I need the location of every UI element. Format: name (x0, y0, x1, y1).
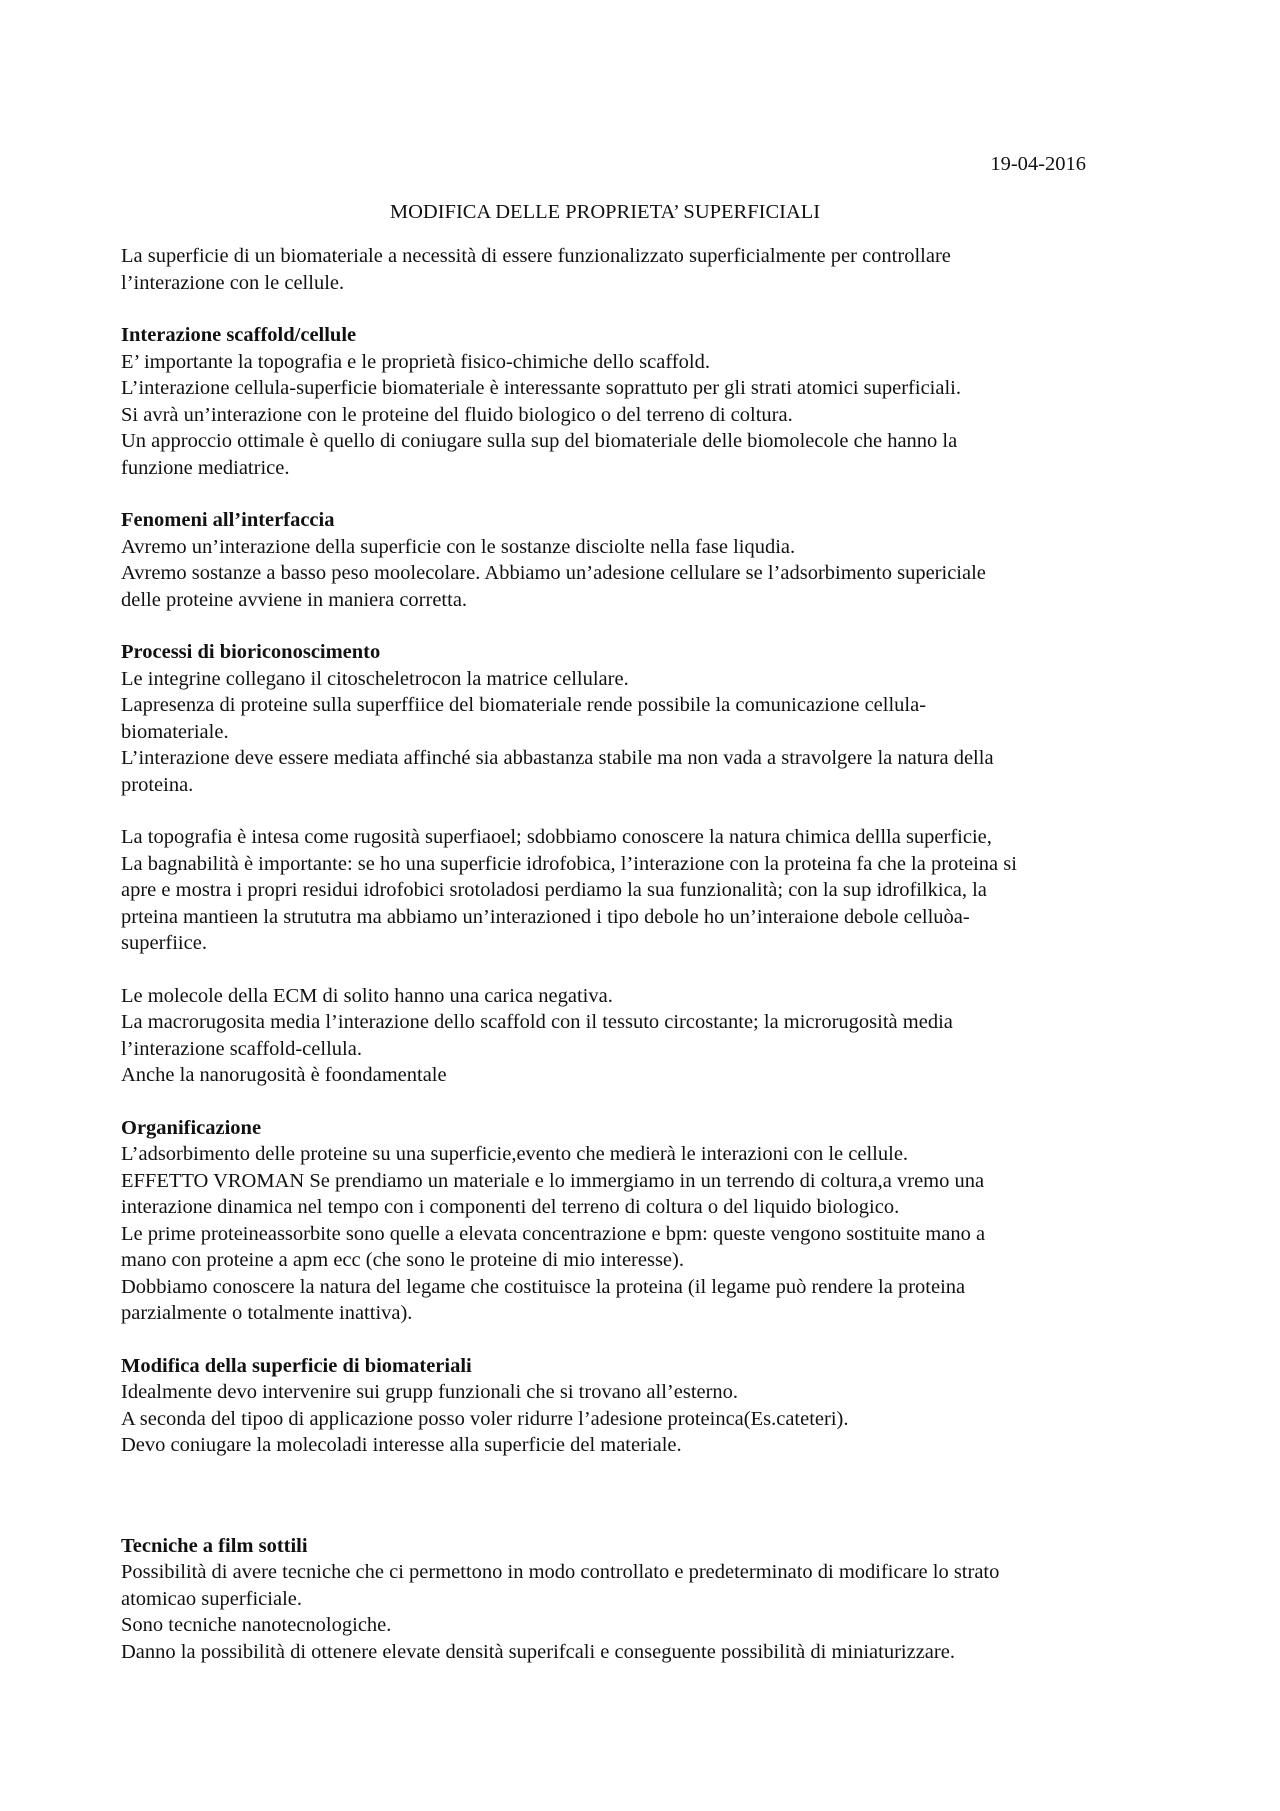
text-line: Un approccio ottimale è quello di coniugare sulla sup del biomateriale delle biomolecole che hanno la (121, 430, 958, 452)
text-line: L’adsorbimento delle proteine su una superficie,evento che medierà le interazioni con le cellule. (121, 1143, 909, 1165)
text-line: interazione dinamica nel tempo con i componenti del terreno di coltura o del liquido biologico. (121, 1196, 900, 1218)
text-line: Si avrà un’interazione con le proteine del fluido biologico o del terreno di coltura. (121, 403, 793, 426)
text-line: Lapresenza di proteine sulla superffiice del biomateriale rende possibile la comunicazione cellula- (121, 694, 927, 716)
text-line: La macrorugosita media l’interazione dello scaffold con il tessuto circostante; la microrugosità media (121, 1011, 953, 1033)
text-line: Le prime proteineassorbite sono quelle a elevata concentrazione e bpm: queste vengono sostituite mano a (121, 1222, 986, 1245)
text-line: E’ importante la topografia e le proprietà fisico-chimiche dello scaffold. (121, 350, 710, 373)
text-line: Idealmente devo intervenire sui grupp funzionali che si trovano all’esterno. (121, 1381, 739, 1403)
text-line: funzione mediatrice. (121, 456, 290, 479)
text-line: biomateriale. (121, 720, 229, 743)
section-heading: Interazione scaffold/cellule (121, 324, 357, 346)
text-line: La bagnabilità è importante: se ho una superficie idrofobica, l’interazione con la proteina fa che la proteina si (121, 852, 1017, 875)
document-date: 19-04-2016 (990, 153, 1086, 175)
text-line: Le molecole della ECM di solito hanno una carica negativa. (121, 984, 613, 1007)
text-line: prteina mantieen la strututra ma abbiamo un’interazioned i tipo debole ho un’interaione debole celluòa- (121, 905, 970, 928)
text-line: delle proteine avviene in maniera corretta. (121, 588, 468, 611)
text-line: La superficie di un biomateriale a necessità di essere funzionalizzato superficialmente per controllare (121, 245, 951, 267)
text-line: A seconda del tipoo di applicazione posso voler ridurre l’adesione proteinca(Es.cateteri). (121, 1407, 849, 1430)
text-line: EFFETTO VROMAN Se prendiamo un materiale e lo immergiamo in un terrendo di coltura,a vremo una (121, 1169, 985, 1192)
text-line: proteina. (121, 773, 194, 796)
text-line: Sono tecniche nanotecnologiche. (121, 1614, 392, 1636)
text-line: superfiice. (121, 932, 207, 954)
text-line: mano con proteine a apm ecc (che sono le proteine di mio interesse). (121, 1249, 684, 1271)
text-line: Anche la nanorugosità è foondamentale (121, 1064, 447, 1086)
section-heading: Fenomeni all’interfaccia (121, 509, 335, 531)
text-line: l’interazione scaffold-cellula. (121, 1037, 362, 1060)
text-line: l’interazione con le cellule. (121, 271, 345, 294)
text-line: L’interazione deve essere mediata affinché sia abbastanza stabile ma non vada a stravolgere la natura della (121, 747, 994, 769)
document-body (121, 243, 1171, 1665)
section-heading: Tecniche a film sottili (121, 1534, 308, 1557)
text-line: Dobbiamo conoscere la natura del legame che costituisce la proteina (il legame può rendere la proteina (121, 1275, 966, 1298)
text-line: apre e mostra i propri residui idrofobici srotoladosi perdiamo la sua funzionalità; con la sup idrofilkica, la (121, 879, 987, 901)
section-heading: Organificazione (121, 1116, 262, 1139)
text-line: Danno la possibilità di ottenere elevate densità superifcali e conseguente possibilità di miniaturizzare. (121, 1640, 955, 1663)
section-heading: Processi di bioriconoscimento (121, 641, 381, 663)
text-line: Possibilità di avere tecniche che ci permettono in modo controllato e predeterminato di modificare lo strato (121, 1561, 1000, 1583)
text-line: atomicao superficiale. (121, 1587, 302, 1610)
text-line: Le integrine collegano il citoscheletrocon la matrice cellulare. (121, 667, 629, 690)
text-line: La topografia è intesa come rugosità superfiaoel; sdobbiamo conoscere la natura chimica dellla superficie, (121, 826, 992, 848)
text-line: L’interazione cellula-superficie biomateriale è interessante soprattuto per gli strati atomici superficiali. (121, 377, 961, 399)
text-line: Avremo un’interazione della superficie con le sostanze disciolte nella fase liqudia. (121, 535, 796, 558)
text-line: Avremo sostanze a basso peso moolecolare. Abbiamo un’adesione cellulare se l’adsorbimento supericiale (121, 562, 986, 584)
document-title: MODIFICA DELLE PROPRIETA’ SUPERFICIALI (389, 201, 821, 223)
section-heading: Modifica della superficie di biomateriali (121, 1354, 472, 1377)
text-line: Devo coniugare la molecoladi interesse alla superficie del materiale. (121, 1434, 682, 1456)
text-line: parzialmente o totalmente inattiva). (121, 1302, 413, 1324)
